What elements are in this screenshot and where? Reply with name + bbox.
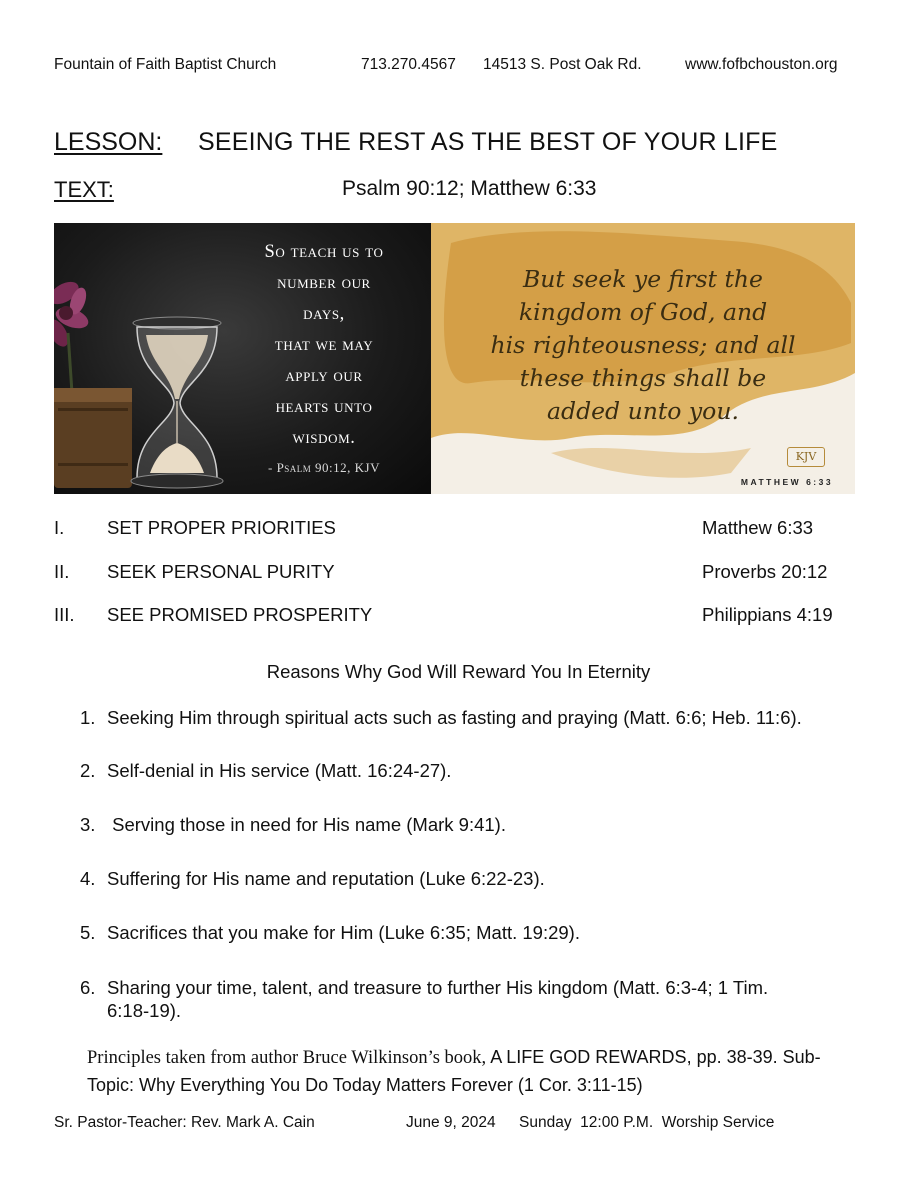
point-reference: Philippians 4:19 bbox=[702, 604, 833, 625]
list-number: 4. bbox=[80, 868, 96, 889]
service-date: June 9, 2024 bbox=[406, 1114, 496, 1131]
list-item bbox=[80, 759, 840, 782]
matthew-line: But seek ye first the bbox=[523, 265, 763, 293]
list-text: Sharing your time, talent, and treasure to further His kingdom (Matt. 6:3-4; 1 Tim. 6:18-19). bbox=[107, 977, 769, 1021]
text-references: Psalm 90:12; Matthew 6:33 bbox=[342, 177, 597, 200]
psalm-line: that we may bbox=[274, 335, 374, 355]
list-number: 3. bbox=[80, 814, 96, 835]
matthew-panel bbox=[431, 223, 855, 494]
point-reference: Matthew 6:33 bbox=[702, 517, 814, 538]
point-number: I. bbox=[54, 517, 65, 538]
psalm-line: days, bbox=[303, 304, 345, 324]
matthew-line: these things shall be bbox=[519, 364, 767, 392]
matthew-citation: MATTHEW 6:33 bbox=[740, 477, 834, 487]
lesson-title: SEEING THE REST AS THE BEST OF YOUR LIFE bbox=[198, 128, 778, 156]
list-text: Seeking Him through spiritual acts such as fasting and praying (Matt. 6:6; Heb. 11:6). bbox=[107, 707, 802, 728]
list-text: Sacrifices that you make for Him (Luke 6:35; Matt. 19:29). bbox=[107, 922, 580, 943]
flower-icon bbox=[54, 277, 91, 393]
matthew-verse bbox=[445, 263, 841, 428]
point-number: III. bbox=[54, 604, 75, 625]
principles-intro: Principles taken from author Bruce Wilkinson’s book, bbox=[87, 1048, 487, 1068]
church-phone: 713.270.4567 bbox=[361, 56, 456, 73]
psalm-line: So teach us to bbox=[264, 242, 384, 262]
list-item bbox=[80, 813, 840, 836]
scripture-banner bbox=[54, 223, 855, 494]
psalm-line: apply our bbox=[285, 366, 363, 386]
principles-note bbox=[87, 1044, 867, 1099]
church-name: Fountain of Faith Baptist Church bbox=[54, 56, 277, 73]
list-item bbox=[80, 976, 840, 1022]
list-number: 1. bbox=[80, 707, 96, 728]
book-title: A LIFE GOD REWARDS bbox=[490, 1047, 687, 1067]
list-item bbox=[80, 921, 840, 944]
list-item bbox=[80, 867, 840, 890]
psalm-line: hearts unto bbox=[275, 397, 373, 417]
psalm-line: wisdom. bbox=[292, 428, 356, 448]
text-label: TEXT: bbox=[54, 177, 114, 202]
matthew-line: kingdom of God, and bbox=[518, 298, 768, 326]
principles-rest: , pp. 38-39. Sub-Topic: Why Everything You Do Today Matters Forever (1 Cor. 3:11-15) bbox=[87, 1047, 821, 1095]
list-number: 2. bbox=[80, 760, 96, 781]
point-label: SEEK PERSONAL PURITY bbox=[107, 561, 335, 582]
church-website[interactable]: www.fofbchouston.org bbox=[685, 56, 838, 73]
list-number: 6. bbox=[80, 977, 96, 998]
reasons-heading: Reasons Why God Will Reward You In Eternity bbox=[266, 661, 651, 682]
matthew-line: his righteousness; and all bbox=[490, 331, 796, 359]
list-text: Suffering for His name and reputation (Luke 6:22-23). bbox=[107, 868, 545, 889]
psalm-line: number our bbox=[277, 273, 371, 293]
psalm-verse bbox=[224, 237, 424, 454]
pastor-name: Sr. Pastor-Teacher: Rev. Mark A. Cain bbox=[54, 1114, 315, 1131]
point-label: SEE PROMISED PROSPERITY bbox=[107, 604, 373, 625]
point-number: II. bbox=[54, 561, 70, 582]
kjv-badge: KJV bbox=[787, 447, 825, 467]
book-icon bbox=[54, 388, 132, 488]
matthew-line: added unto you. bbox=[547, 397, 739, 425]
hourglass-panel bbox=[54, 223, 431, 494]
list-text: Self-denial in His service (Matt. 16:24-27). bbox=[107, 760, 452, 781]
list-item bbox=[80, 706, 840, 729]
point-reference: Proverbs 20:12 bbox=[702, 561, 828, 582]
list-text: Serving those in need for His name (Mark 9:41). bbox=[107, 814, 506, 835]
hourglass-icon bbox=[131, 317, 223, 488]
point-label: SET PROPER PRIORITIES bbox=[107, 517, 336, 538]
list-number: 5. bbox=[80, 922, 96, 943]
church-address: 14513 S. Post Oak Rd. bbox=[483, 56, 642, 73]
service-time: Sunday 12:00 P.M. Worship Service bbox=[519, 1114, 775, 1131]
lesson-label: LESSON: bbox=[54, 128, 163, 156]
psalm-citation: - Psalm 90:12, KJV bbox=[267, 460, 380, 475]
